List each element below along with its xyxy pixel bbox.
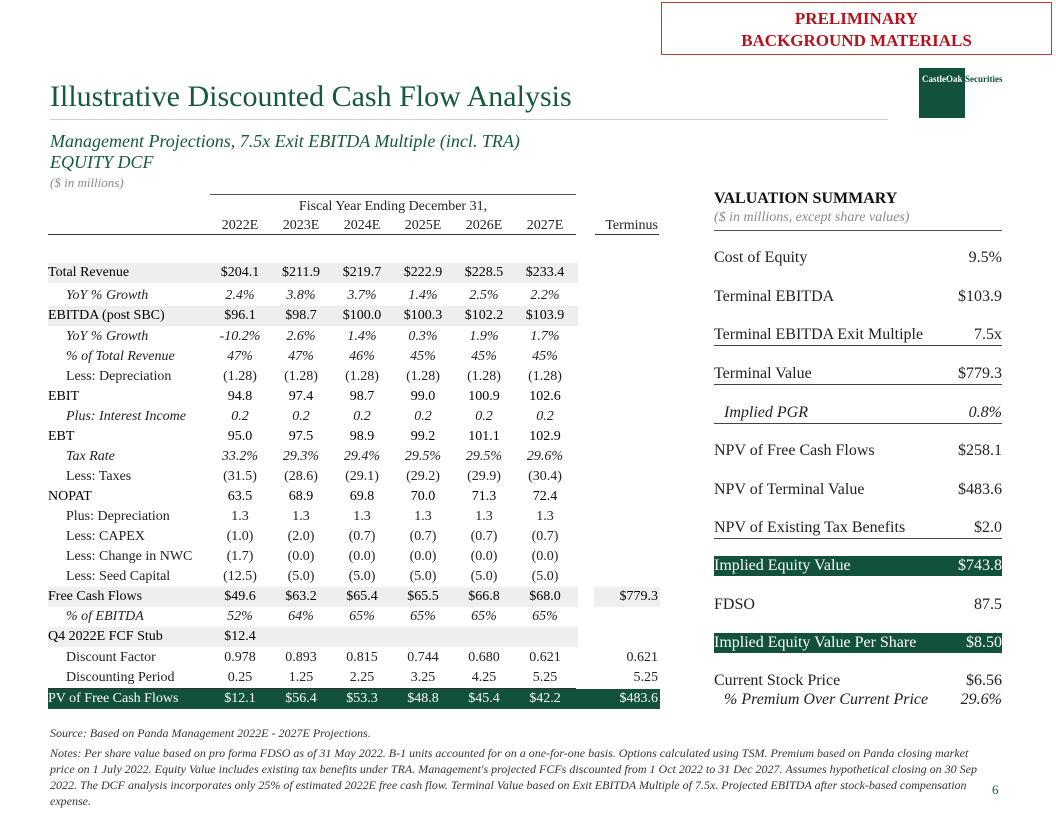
table-cell: 47%: [227, 349, 253, 364]
row-label: NOPAT: [48, 489, 92, 504]
pv-separator: [48, 688, 576, 689]
valuation-value: $743.8: [958, 557, 1002, 574]
table-cell: $219.7: [342, 265, 382, 280]
table-cell: $96.1: [224, 308, 256, 323]
valuation-label: FDSO: [714, 596, 755, 613]
valuation-row: [714, 690, 1002, 710]
terminus-row: [48, 668, 660, 688]
table-cell: (1.28): [223, 369, 257, 384]
valuation-label: Terminal EBITDA Exit Multiple: [714, 326, 924, 343]
valuation-value: $779.3: [958, 365, 1002, 382]
table-cell: 101.1: [468, 429, 500, 444]
terminus-header-rule: [595, 234, 659, 235]
table-row: [48, 387, 660, 407]
table-cell: (1.28): [528, 369, 562, 384]
valuation-row: [714, 248, 1002, 268]
valuation-row: [714, 633, 1002, 653]
valuation-label: Terminal Value: [714, 365, 812, 382]
units-note: ($ in millions): [50, 175, 124, 190]
table-cell: (0.7): [470, 529, 498, 544]
table-cell: (28.6): [284, 469, 318, 484]
row-label: YoY % Growth: [66, 329, 149, 344]
table-cell: (29.1): [345, 469, 379, 484]
table-cell: 0.2: [353, 409, 371, 424]
table-cell: $42.2: [529, 691, 561, 706]
table-cell: $100.0: [342, 308, 382, 323]
table-cell: 1.3: [292, 509, 310, 524]
table-row: [48, 547, 660, 567]
subtitle-projections: Management Projections, 7.5x Exit EBITDA Multiple (incl. TRA): [50, 131, 520, 151]
row-label: Less: Taxes: [66, 469, 132, 484]
valuation-value: 87.5: [974, 596, 1002, 613]
row-label: Less: Depreciation: [66, 369, 172, 384]
table-cell: 0.2: [231, 409, 249, 424]
terminus-cell: 5.25: [633, 670, 658, 685]
table-cell: $204.1: [220, 265, 260, 280]
table-cell: 94.8: [227, 389, 253, 404]
table-cell: 2.2%: [530, 288, 560, 303]
table-cell: 0.2: [536, 409, 554, 424]
row-label: Free Cash Flows: [48, 589, 143, 604]
table-cell: $63.2: [285, 589, 317, 604]
table-cell: $100.3: [403, 308, 443, 323]
table-cell: $66.8: [468, 589, 500, 604]
col-header-2025e: 2025E: [404, 218, 442, 233]
table-cell: -10.2%: [219, 329, 261, 344]
footnotes: Notes: Per share value based on pro forma FDSO as of 31 May 2022. B-1 units accounted for on a one-for-one basis. Options calculated using TSM. Premium based on Panda closing market price on 1 July 2022. Equity Value includes existing tax benefits under TRA. Management's projected FCFs discounted from 1 Oct 2022 to 31 Dec 2027. Assumes hypothetical closing on 30 Sep 2022. The DCF analysis incorporates only 25% of estimated 2022E free cash flow. Terminal Value based on Exit EBITDA Multiple of 7.5x. Projected EBITDA after stock-based compensation expense.: [50, 746, 977, 808]
table-cell: 0.744: [407, 650, 439, 665]
table-cell: (0.0): [348, 549, 376, 564]
table-cell: 65%: [349, 609, 375, 624]
table-cell: 2.25: [349, 670, 375, 685]
table-row: [48, 306, 578, 326]
table-cell: $211.9: [282, 265, 320, 280]
table-cell: 1.4%: [347, 329, 377, 344]
valuation-row: [714, 671, 1002, 691]
valuation-value: 7.5x: [974, 326, 1002, 343]
table-cell: $12.4: [224, 629, 256, 644]
table-cell: 95.0: [227, 429, 253, 444]
table-cell: 3.7%: [347, 288, 377, 303]
table-row: [48, 467, 660, 487]
table-row: [48, 427, 660, 447]
col-header-terminus: Terminus: [605, 218, 658, 233]
table-cell: (29.9): [467, 469, 501, 484]
table-cell: 0.893: [285, 650, 317, 665]
row-label: YoY % Growth: [66, 288, 149, 303]
table-cell: (29.2): [406, 469, 440, 484]
table-row: [48, 367, 660, 387]
row-label: Discount Factor: [66, 650, 156, 665]
valuation-label: Implied Equity Value Per Share: [714, 634, 917, 651]
table-row: [48, 567, 660, 587]
table-cell: (1.0): [226, 529, 254, 544]
table-cell: 1.3: [353, 509, 371, 524]
valuation-label: NPV of Terminal Value: [714, 481, 865, 498]
valuation-value: $258.1: [958, 442, 1002, 459]
table-cell: 0.978: [224, 650, 256, 665]
row-label: PV of Free Cash Flows: [48, 691, 179, 706]
table-row: [48, 487, 660, 507]
valuation-summary-title: VALUATION SUMMARY: [714, 190, 898, 207]
valuation-label: Terminal EBITDA: [714, 288, 835, 305]
table-cell: (5.0): [287, 569, 315, 584]
valuation-row: [714, 518, 1002, 539]
page-number: 6: [992, 782, 999, 797]
row-label: Less: Seed Capital: [66, 569, 171, 584]
table-cell: 1.25: [288, 670, 314, 685]
table-row: [48, 527, 660, 547]
valuation-summary-rule: [714, 230, 1002, 231]
source-note: Source: Based on Panda Management 2022E - 2027E Projections.: [50, 726, 371, 740]
valuation-label: % Premium Over Current Price: [724, 691, 929, 708]
valuation-value: 0.8%: [968, 404, 1002, 421]
table-cell: (31.5): [223, 469, 257, 484]
table-cell: 52%: [227, 609, 253, 624]
table-cell: 98.7: [349, 389, 375, 404]
valuation-row: [714, 595, 1002, 615]
row-label: % of EBITDA: [66, 609, 144, 624]
table-cell: 0.680: [468, 650, 500, 665]
table-cell: 100.9: [468, 389, 500, 404]
valuation-label: NPV of Existing Tax Benefits: [714, 519, 906, 536]
table-cell: 65%: [410, 609, 436, 624]
preliminary-banner: [661, 2, 1052, 55]
terminus-cell: $483.6: [619, 691, 658, 706]
table-cell: 1.7%: [530, 329, 560, 344]
table-cell: 0.815: [346, 650, 378, 665]
valuation-row: [714, 287, 1002, 307]
table-cell: 69.8: [349, 489, 375, 504]
col-header-2022e: 2022E: [221, 218, 259, 233]
table-cell: (1.28): [467, 369, 501, 384]
table-cell: (0.0): [409, 549, 437, 564]
valuation-value: $483.6: [958, 481, 1002, 498]
table-cell: 65%: [532, 609, 558, 624]
table-cell: 1.4%: [408, 288, 438, 303]
table-cell: (5.0): [470, 569, 498, 584]
col-header-2026e: 2026E: [465, 218, 503, 233]
row-label: EBT: [48, 429, 75, 444]
table-row: [48, 286, 660, 306]
table-row: [48, 407, 660, 427]
table-cell: 29.4%: [343, 449, 381, 464]
valuation-summary-subtitle: ($ in millions, except share values): [714, 210, 910, 225]
title-rule: [50, 119, 888, 120]
col-header-2024e: 2024E: [343, 218, 381, 233]
table-cell: (0.7): [348, 529, 376, 544]
table-cell: (5.0): [409, 569, 437, 584]
logo-text-1: CastleOak: [922, 74, 963, 84]
table-cell: (0.7): [531, 529, 559, 544]
row-label: EBIT: [48, 389, 80, 404]
table-cell: (1.28): [284, 369, 318, 384]
table-cell: (1.7): [226, 549, 254, 564]
table-cell: 45%: [471, 349, 497, 364]
table-cell: $65.5: [407, 589, 439, 604]
table-cell: $103.9: [525, 308, 565, 323]
valuation-row: [714, 480, 1002, 500]
table-cell: $68.0: [529, 589, 561, 604]
table-cell: (0.7): [409, 529, 437, 544]
table-cell: 29.3%: [282, 449, 320, 464]
table-cell: $56.4: [285, 691, 317, 706]
banner-line-2: BACKGROUND MATERIALS: [741, 31, 972, 50]
table-cell: (1.28): [406, 369, 440, 384]
table-cell: 0.25: [227, 670, 253, 685]
table-cell: 3.8%: [286, 288, 316, 303]
row-label: Discounting Period: [66, 670, 175, 685]
valuation-value: 29.6%: [960, 691, 1002, 708]
table-cell: 1.3: [536, 509, 554, 524]
table-cell: (5.0): [348, 569, 376, 584]
valuation-row: [714, 441, 1002, 461]
table-cell: $48.8: [407, 691, 439, 706]
table-cell: 71.3: [471, 489, 497, 504]
valuation-value: $103.9: [958, 288, 1002, 305]
row-label: Total Revenue: [48, 265, 130, 280]
col-header-2027e: 2027E: [526, 218, 564, 233]
row-label: Tax Rate: [66, 449, 115, 464]
valuation-value: $6.56: [966, 672, 1002, 689]
table-cell: 4.25: [471, 670, 497, 685]
table-cell: (5.0): [531, 569, 559, 584]
table-cell: 29.6%: [526, 449, 564, 464]
table-cell: 99.0: [410, 389, 436, 404]
table-cell: $45.4: [468, 691, 500, 706]
table-cell: $53.3: [346, 691, 378, 706]
table-cell: 1.3: [414, 509, 432, 524]
table-cell: 102.6: [529, 389, 561, 404]
table-cell: 65%: [471, 609, 497, 624]
table-row: [48, 627, 578, 647]
table-cell: $65.4: [346, 589, 378, 604]
table-cell: 102.9: [529, 429, 561, 444]
table-cell: 2.5%: [469, 288, 499, 303]
terminus-cell: $779.3: [619, 589, 658, 604]
subtitle-equity-dcf: EQUITY DCF: [50, 152, 154, 172]
castleoak-logo: [919, 68, 1003, 118]
table-row: [48, 347, 660, 367]
valuation-label: Implied PGR: [724, 404, 808, 421]
table-cell: 64%: [288, 609, 314, 624]
table-cell: 45%: [410, 349, 436, 364]
table-cell: 0.3%: [408, 329, 438, 344]
banner-line-1: PRELIMINARY: [794, 9, 919, 28]
row-label: Plus: Interest Income: [66, 409, 186, 424]
terminus-cell: 0.621: [626, 650, 658, 665]
row-label: Plus: Depreciation: [66, 509, 170, 524]
table-cell: 97.4: [288, 389, 314, 404]
table-cell: $222.9: [403, 265, 443, 280]
table-cell: 2.6%: [286, 329, 316, 344]
table-cell: 45%: [532, 349, 558, 364]
header-rule: [48, 234, 576, 235]
valuation-value: $2.0: [974, 519, 1002, 536]
table-cell: 29.5%: [404, 449, 442, 464]
table-cell: 63.5: [227, 489, 253, 504]
table-cell: 3.25: [410, 670, 436, 685]
table-cell: $49.6: [224, 589, 256, 604]
valuation-row: [714, 556, 1002, 576]
table-cell: 0.621: [529, 650, 561, 665]
table-cell: 68.9: [288, 489, 314, 504]
row-label: EBITDA (post SBC): [48, 308, 165, 323]
valuation-label: Cost of Equity: [714, 249, 808, 266]
table-row: [48, 263, 578, 283]
valuation-label: Current Stock Price: [714, 672, 841, 689]
table-row: [48, 507, 660, 527]
valuation-row: [714, 364, 1002, 385]
table-cell: 29.5%: [465, 449, 503, 464]
valuation-value: 9.5%: [968, 249, 1002, 266]
table-row: [48, 607, 660, 627]
table-cell: $12.1: [224, 691, 256, 706]
terminus-row: [48, 648, 660, 668]
table-row: [48, 327, 660, 347]
table-cell: (1.28): [345, 369, 379, 384]
valuation-label: NPV of Free Cash Flows: [714, 442, 875, 459]
table-cell: $98.7: [285, 308, 317, 323]
table-cell: $228.5: [464, 265, 504, 280]
valuation-value: $8.50: [966, 634, 1002, 651]
table-cell: 0.2: [475, 409, 493, 424]
row-label: Less: CAPEX: [66, 529, 145, 544]
table-cell: 97.5: [288, 429, 314, 444]
table-cell: (0.0): [531, 549, 559, 564]
table-cell: (30.4): [528, 469, 562, 484]
table-cell: 98.9: [349, 429, 375, 444]
table-cell: 72.4: [532, 489, 558, 504]
table-cell: 1.3: [475, 509, 493, 524]
valuation-label: Implied Equity Value: [714, 557, 851, 574]
col-header-2023e: 2023E: [282, 218, 320, 233]
table-cell: 33.2%: [221, 449, 259, 464]
row-label: Less: Change in NWC: [66, 549, 193, 564]
table-cell: 99.2: [410, 429, 436, 444]
table-cell: 46%: [349, 349, 375, 364]
table-cell: (12.5): [223, 569, 257, 584]
table-cell: $233.4: [525, 265, 565, 280]
table-cell: 0.2: [292, 409, 310, 424]
table-cell: $102.2: [464, 308, 504, 323]
table-cell: 1.9%: [469, 329, 499, 344]
page-title: Illustrative Discounted Cash Flow Analysis: [50, 80, 572, 113]
logo-text-2: Securities: [965, 74, 1003, 84]
table-row: [48, 447, 660, 467]
table-cell: 70.0: [410, 489, 436, 504]
table-cell: (0.0): [287, 549, 315, 564]
table-cell: 5.25: [532, 670, 558, 685]
row-label: Q4 2022E FCF Stub: [48, 629, 163, 644]
table-cell: 0.2: [414, 409, 432, 424]
valuation-row: [714, 403, 1002, 424]
fiscal-year-header: Fiscal Year Ending December 31,: [210, 194, 576, 215]
valuation-row: [714, 325, 1002, 346]
table-cell: (0.0): [470, 549, 498, 564]
table-cell: 1.3: [231, 509, 249, 524]
table-cell: 2.4%: [225, 288, 255, 303]
row-label: % of Total Revenue: [66, 349, 175, 364]
terminus-row: [48, 587, 660, 607]
terminus-row: [48, 689, 660, 709]
table-cell: (2.0): [287, 529, 315, 544]
table-cell: 47%: [288, 349, 314, 364]
